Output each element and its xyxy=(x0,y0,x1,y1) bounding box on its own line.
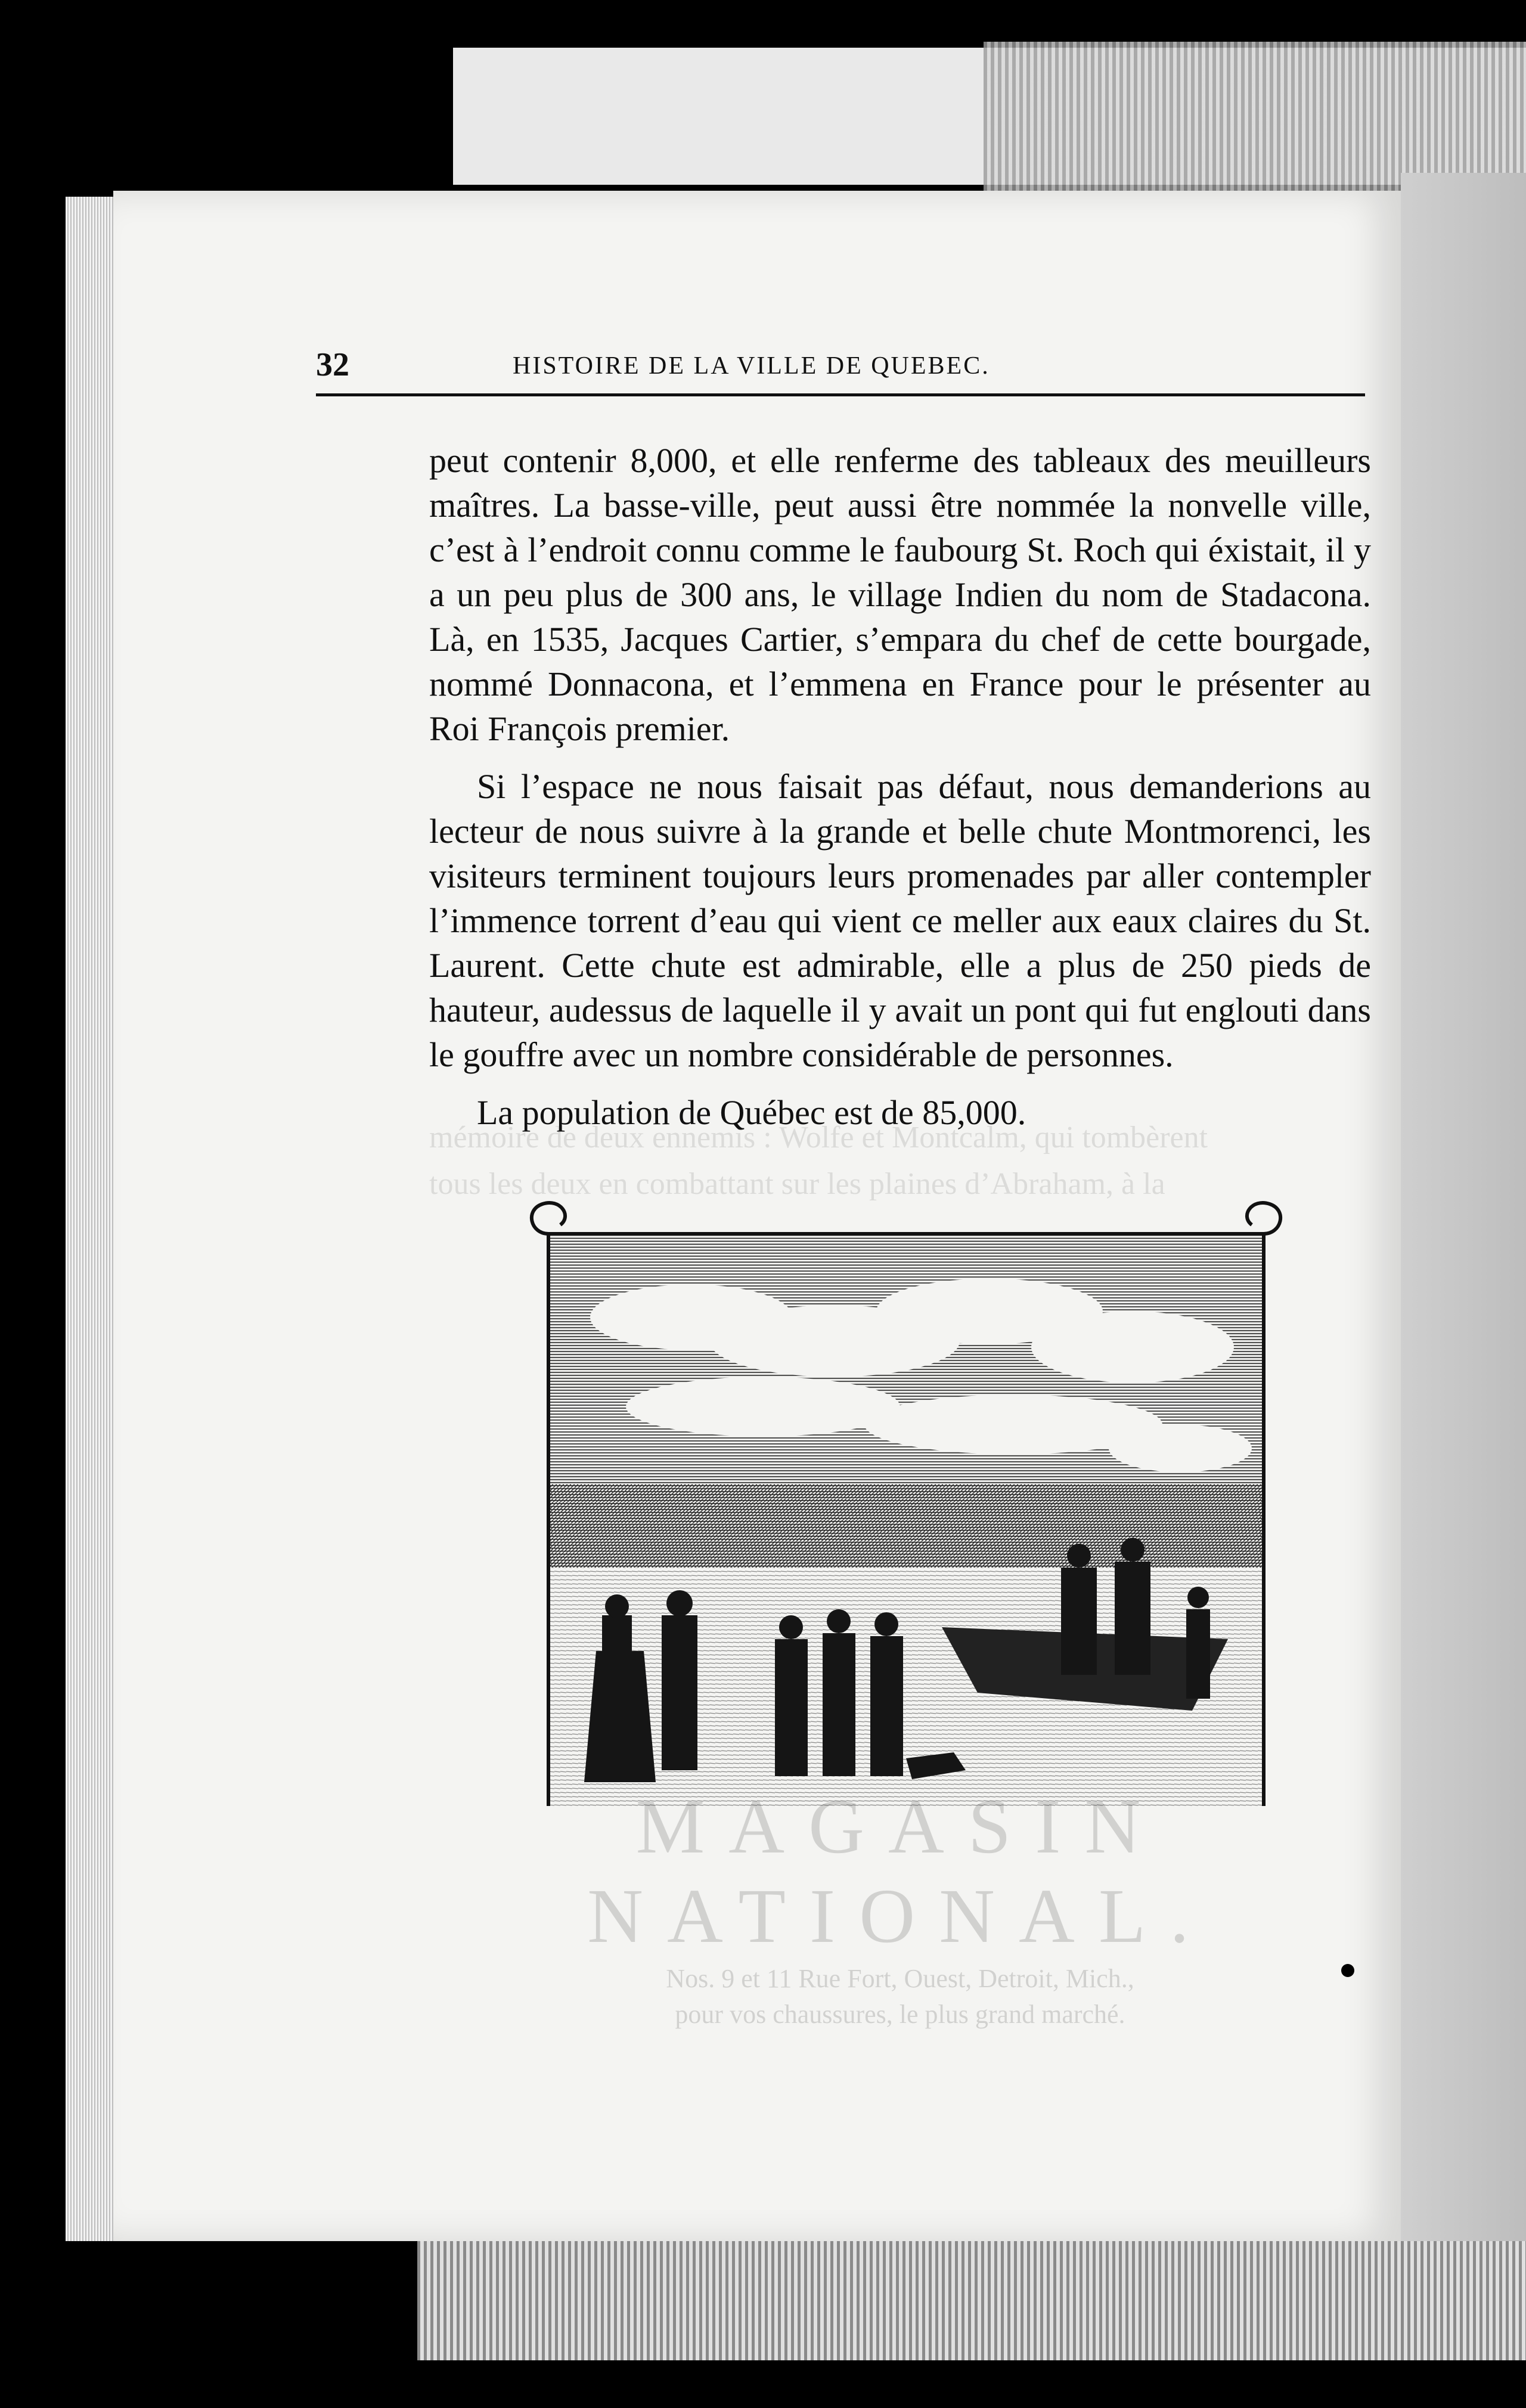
engraving-illustration xyxy=(525,1198,1288,1818)
ink-dot xyxy=(1341,1964,1354,1977)
page-number: 32 xyxy=(316,346,349,383)
page-bottom-edge xyxy=(417,2241,1526,2360)
page-header xyxy=(316,334,1365,396)
page-stack-edge xyxy=(66,197,113,2241)
paragraph: peut contenir 8,000, et elle renferme des tableaux des meuilleurs maîtres. La basse-ville, peut aussi être nommée la nonvelle ville, c’est à l’endroit connu comme le faubourg St. Roch qui éxistait, il y a un peu plus de 300 ans, le village Indien du nom de Stadacona. Là, en 1535, Jacques Cartier, s’empara du chef de cette bourgade, nommé Donnacona, et l’emmena en France pour le présenter au Roi François premier. xyxy=(429,441,1371,748)
facing-page-edge xyxy=(1401,173,1526,2241)
bleed-through-text: mémoire de deux ennemis : Wolfe et Montcalm, qui tombèrent tous les deux en combattant sur les plaines d’Abraham, à la xyxy=(429,1121,1208,1201)
running-title: HISTOIRE DE LA VILLE DE QUEBEC. xyxy=(513,352,990,380)
body-text xyxy=(429,438,1371,1148)
binding-texture xyxy=(984,42,1526,191)
paragraph: La population de Québec est de 85,000. xyxy=(477,1093,1026,1132)
bleed-through-advert xyxy=(429,1782,1371,2032)
sea xyxy=(548,1484,1264,1574)
advert-address: Nos. 9 et 11 Rue Fort, Ouest, Detroit, Mich., xyxy=(666,1964,1134,1993)
advert-tagline: pour vos chaussures, le plus grand marché. xyxy=(675,2000,1125,2029)
paragraph: Si l’espace ne nous faisait pas défaut, nous demanderions au lecteur de nous suivre à la grande et belle chute Montmorenci, les visiteurs terminent toujours leurs promenades par aller contempler l’immence torrent d’eau qui vient ce meller aux eaux claires du St. Laurent. Cette chute est admirable, elle a plus de 250 pieds de hauteur, audessus de laquelle il y avait un pont qui fut englouti dans le gouffre avec un nombre considérable de personnes. xyxy=(429,767,1371,1074)
advert-title: MAGASIN NATIONAL. xyxy=(587,1784,1213,1959)
